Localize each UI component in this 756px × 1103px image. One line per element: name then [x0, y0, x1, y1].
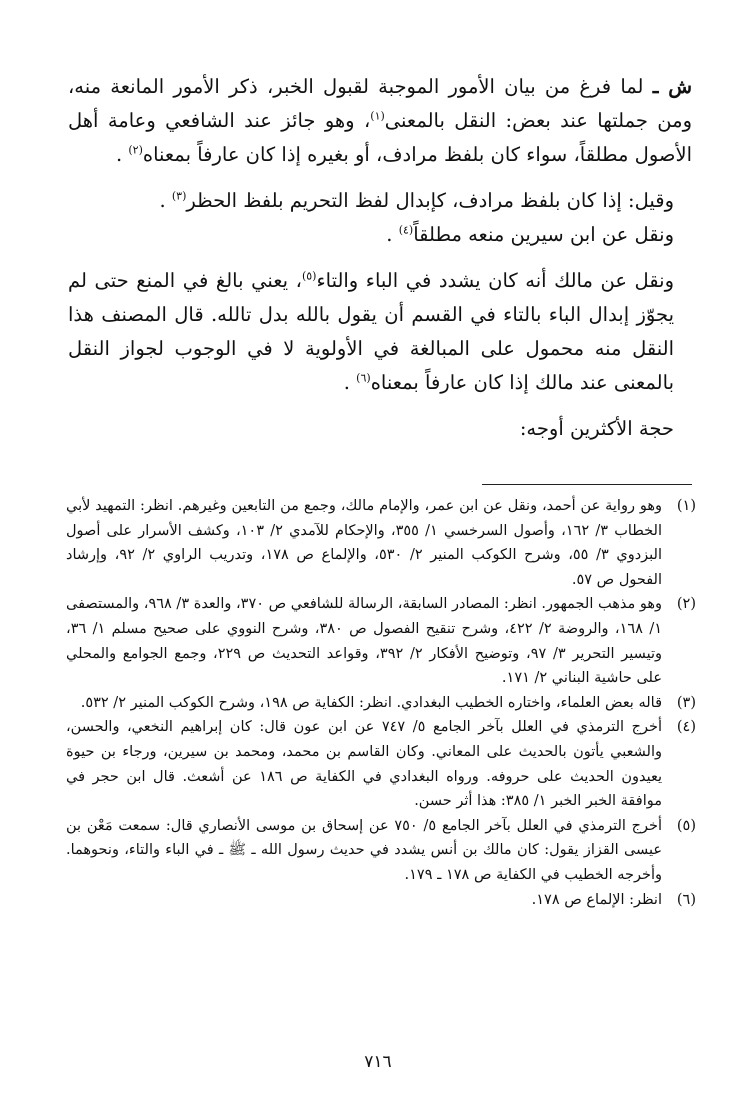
footnote-separator — [482, 484, 692, 485]
footnote-ref-4: (٤) — [398, 223, 414, 237]
main-text — [68, 70, 692, 446]
footnote — [66, 691, 696, 716]
footnote-number: (٣) — [676, 694, 696, 711]
paragraph-4 — [68, 264, 692, 400]
footnote-number: (٢) — [676, 596, 696, 613]
footnote — [66, 592, 696, 690]
page-number: ٧١٦ — [364, 1052, 392, 1072]
footnote-text: وهو رواية عن أحمد، ونقل عن ابن عمر، والإمام مالك، وجمع من التابعين وغيرهم. انظر: التمهيد لأبي الخطاب ٣/ ١٦٢، وأصول السرخسي ١/ ٣٥٥، والإحكام للآمدي ٢/ ١٠٣، وكشف الأسرار على أصول البزدوي ٣/ ٥٥، وشرح الكوكب المنير ٢/ ٥٣٠، والإلماع ص ١٧٨، وتدريب الراوي ٢/ ٩٢، وإرشاد الفحول ص ٥٧. — [66, 498, 662, 588]
footnote-ref-1: (١) — [370, 109, 385, 123]
footnote-number: (٥) — [676, 817, 696, 834]
paragraph-text: لما فرغ من بيان الأمور الموجبة لقبول الخبر، ذكر الأمور المانعة منه، ومن جملتها عند بعض: النقل بالمعنى — [68, 75, 692, 132]
footnote-text: أخرج الترمذي في العلل بآخر الجامع ٥/ ٧٤٧ عن ابن عون قال: كان إبراهيم النخعي، والحسن، والشعبي يأتون بالحديث على المعاني. وكان القاسم بن محمد، ومحمد بن سيرين، ورجاء بن حيوة يعيدون الحديث على حروفه. ورواه البغدادي في الكفاية ص ١٨٦ عن أشعث. قال ابن حجر في موافقة الخبر الخبر ١/ ٣٨٥: هذا أثر حسن. — [66, 719, 662, 810]
paragraph-text: ونقل عن ابن سيرين منعه مطلقاً — [413, 223, 674, 246]
sharh-marker: ش ـ — [652, 75, 692, 98]
punctuation: . — [343, 371, 350, 394]
footnote-text: أخرج الترمذي في العلل بآخر الجامع ٥/ ٧٥٠ عن إسحاق بن موسى الأنصاري قال: سمعت مَعْن بن عيسى القزاز يقول: كان مالك بن أنس يشدد في حديث رسول الله ـ ﷺ ـ في الباء والتاء، ونحوهما. وأخرجه الخطيب في الكفاية ص ١٧٨ ـ ١٧٩. — [66, 817, 662, 883]
footnotes — [66, 494, 696, 912]
footnote — [66, 814, 696, 888]
punctuation: . — [386, 223, 393, 246]
footnote-number: (٤) — [676, 719, 696, 736]
footnote — [66, 888, 696, 913]
punctuation: . — [159, 189, 166, 212]
footnote-ref-2: (٢) — [128, 143, 143, 157]
footnote-text: وهو مذهب الجمهور. انظر: المصادر السابقة، الرسالة للشافعي ص ٣٧٠، والعدة ٣/ ٩٦٨، والمستصفى ١/ ١٦٨، والروضة ٢/ ٤٢٢، وشرح تنقيح الفصول ص ٣٨٠، وشرح النووي على صحيح مسلم ١/ ٣٦، وتيسير التحرير ٣/ ٩٧، وتوضيح الأفكار ٢/ ٣٩٢، وقواعد التحديث ص ٢٢٩، وجمع الجوامع والمحلي على حاشية البناني ٢/ ١٧١. — [66, 596, 662, 687]
paragraph-1 — [68, 70, 692, 172]
footnote-text: قاله بعض العلماء، واختاره الخطيب البغدادي. انظر: الكفاية ص ١٩٨، وشرح الكوكب المنير ٢/ ٥٣٢. — [80, 694, 662, 711]
footnote-number: (١) — [676, 498, 696, 514]
paragraph-text: حجة الأكثرين أوجه: — [519, 417, 674, 440]
footnote — [66, 494, 696, 592]
paragraph-text: ونقل عن مالك أنه كان يشدد في الباء والتاء — [316, 269, 674, 292]
footnote-ref-5: (٥) — [301, 269, 317, 283]
paragraph-text: وقيل: إذا كان بلفظ مرادف، كإبدال لفظ التحريم بلفظ الحظر — [186, 189, 674, 212]
punctuation: . — [115, 143, 123, 166]
paragraph-5 — [68, 412, 692, 446]
paragraph-3 — [68, 218, 692, 252]
footnote-ref-3: (٣) — [171, 189, 187, 203]
footnote-ref-6: (٦) — [356, 371, 371, 385]
footnote-number: (٦) — [676, 891, 696, 908]
paragraph-2 — [68, 184, 692, 218]
footnote — [66, 715, 696, 813]
footnote-text: انظر: الإلماع ص ١٧٨. — [531, 891, 662, 908]
paragraph-text: ، يعني بالغ في المنع حتى لم يجوّز إبدال الباء بالتاء في القسم أن يقول بالله بدل تالله. قال المصنف هذا النقل منه محمول على المبالغة في الأولوية لا في الوجوب لجواز النقل بالمعنى عند مالك إذا كان عارفاً بمعناه — [68, 269, 674, 394]
paragraph-text: ، وهو جائز عند الشافعي وعامة أهل الأصول مطلقاً، سواء كان بلفظ مرادف، أو بغيره إذا كان عارفاً بمعناه — [68, 109, 692, 166]
